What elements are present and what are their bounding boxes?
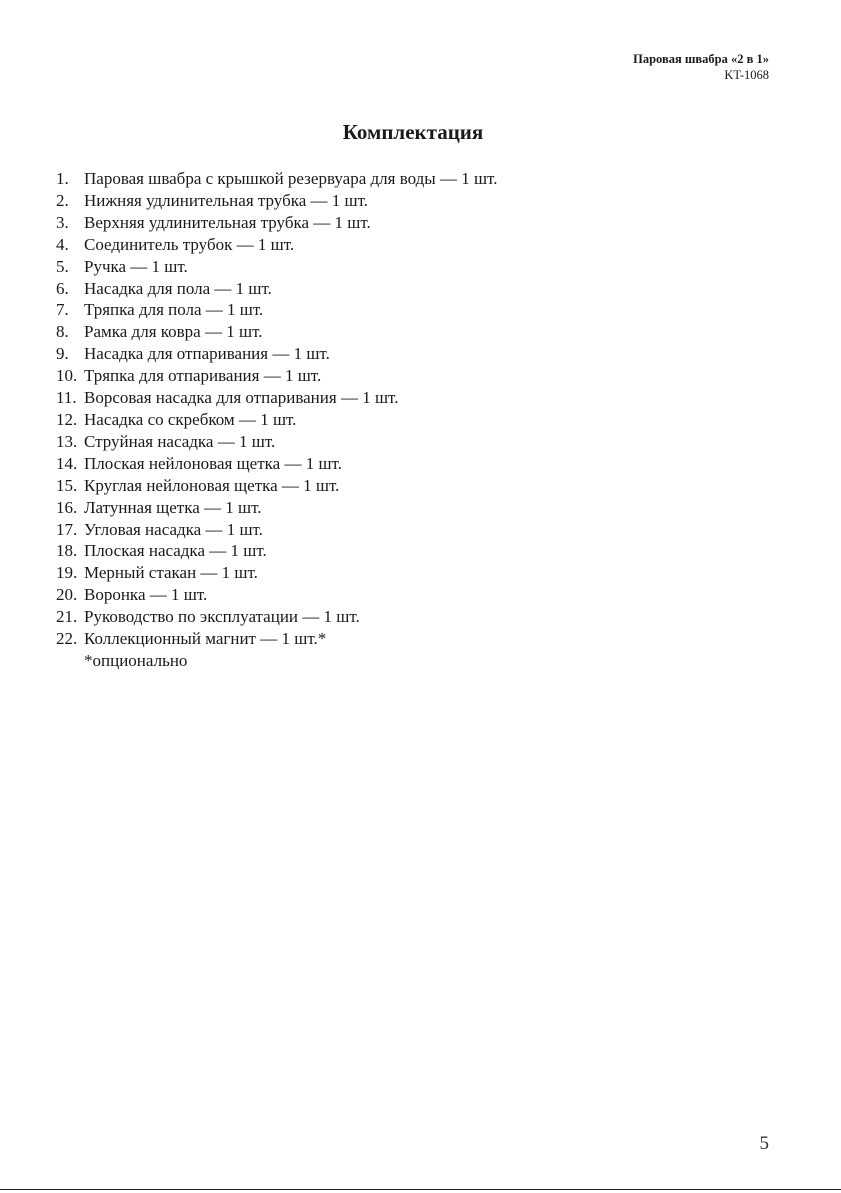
item-number: 6. [56, 278, 69, 298]
list-item [56, 562, 497, 584]
item-number: 5. [56, 256, 69, 276]
item-text: Насадка для пола — 1 шт. [84, 278, 272, 298]
list-item [56, 234, 497, 256]
item-number: 7. [56, 300, 69, 320]
item-text: Насадка для отпаривания — 1 шт. [84, 344, 330, 364]
list-item [56, 584, 497, 606]
item-number: 1. [56, 169, 69, 188]
item-number: 13. [56, 431, 78, 451]
list-item [56, 606, 497, 628]
item-number: 4. [56, 234, 69, 254]
list-item [56, 540, 497, 562]
item-number: 2. [56, 190, 69, 210]
page-number: 5 [759, 1133, 769, 1154]
list-item [56, 475, 497, 497]
list-item [56, 628, 497, 650]
item-text: Струйная насадка — 1 шт. [84, 431, 276, 451]
item-number: 22. [56, 629, 78, 649]
item-number: 3. [56, 212, 69, 232]
product-name: Паровая швабра «2 в 1» [633, 52, 769, 66]
footnote-row [56, 650, 497, 672]
item-text: Тряпка для отпаривания — 1 шт. [84, 366, 322, 386]
item-number: 21. [56, 607, 78, 627]
item-text: Верхняя удлинительная трубка — 1 шт. [84, 212, 371, 232]
item-number: 11. [56, 388, 77, 408]
list-item [56, 497, 497, 519]
list-item [56, 212, 497, 234]
page-header [633, 51, 769, 83]
item-number: 17. [56, 519, 78, 539]
list-item [56, 365, 497, 387]
item-text: Ручка — 1 шт. [84, 256, 188, 276]
item-text: Воронка — 1 шт. [84, 585, 208, 605]
list-item [56, 190, 497, 212]
item-text: Тряпка для пола — 1 шт. [84, 300, 264, 320]
item-text: Угловая насадка — 1 шт. [84, 519, 263, 539]
item-text: Латунная щетка — 1 шт. [84, 497, 262, 517]
list-item [56, 256, 497, 278]
bottom-divider [0, 1189, 841, 1190]
item-text: Соединитель трубок — 1 шт. [84, 234, 295, 254]
item-text: Ворсовая насадка для отпаривания — 1 шт. [84, 388, 399, 408]
item-number: 16. [56, 497, 78, 517]
item-text: Плоская насадка — 1 шт. [84, 541, 267, 561]
item-number: 14. [56, 453, 78, 473]
item-text: Насадка со скребком — 1 шт. [84, 409, 297, 429]
list-item [56, 343, 497, 365]
list-item [56, 409, 497, 431]
item-number: 19. [56, 563, 78, 583]
list-item [56, 321, 497, 343]
list-item [56, 168, 497, 190]
model-number: KT-1068 [724, 68, 769, 82]
item-text: Руководство по эксплуатации — 1 шт. [84, 607, 360, 627]
item-text: Нижняя удлинительная трубка — 1 шт. [84, 190, 369, 210]
item-text: Рамка для ковра — 1 шт. [84, 322, 263, 342]
item-number: 20. [56, 585, 78, 605]
contents-list [56, 168, 497, 672]
item-text: Коллекционный магнит — 1 шт.* [84, 629, 327, 649]
list-item [56, 278, 497, 300]
footnote: *опционально [84, 650, 188, 670]
list-item [56, 299, 497, 321]
item-text: Паровая швабра с крышкой резервуара для воды — 1 шт. [84, 169, 498, 188]
list-item [56, 387, 497, 409]
item-text: Мерный стакан — 1 шт. [84, 563, 258, 583]
item-number: 8. [56, 322, 69, 342]
item-number: 15. [56, 475, 78, 495]
list-item [56, 453, 497, 475]
item-number: 18. [56, 541, 78, 561]
item-number: 12. [56, 409, 78, 429]
item-number: 9. [56, 344, 69, 364]
item-text: Круглая нейлоновая щетка — 1 шт. [84, 475, 340, 495]
list-item [56, 431, 497, 453]
item-number: 10. [56, 366, 78, 386]
list-item [56, 519, 497, 541]
item-text: Плоская нейлоновая щетка — 1 шт. [84, 453, 342, 473]
page-title: Комплектация [342, 120, 484, 144]
